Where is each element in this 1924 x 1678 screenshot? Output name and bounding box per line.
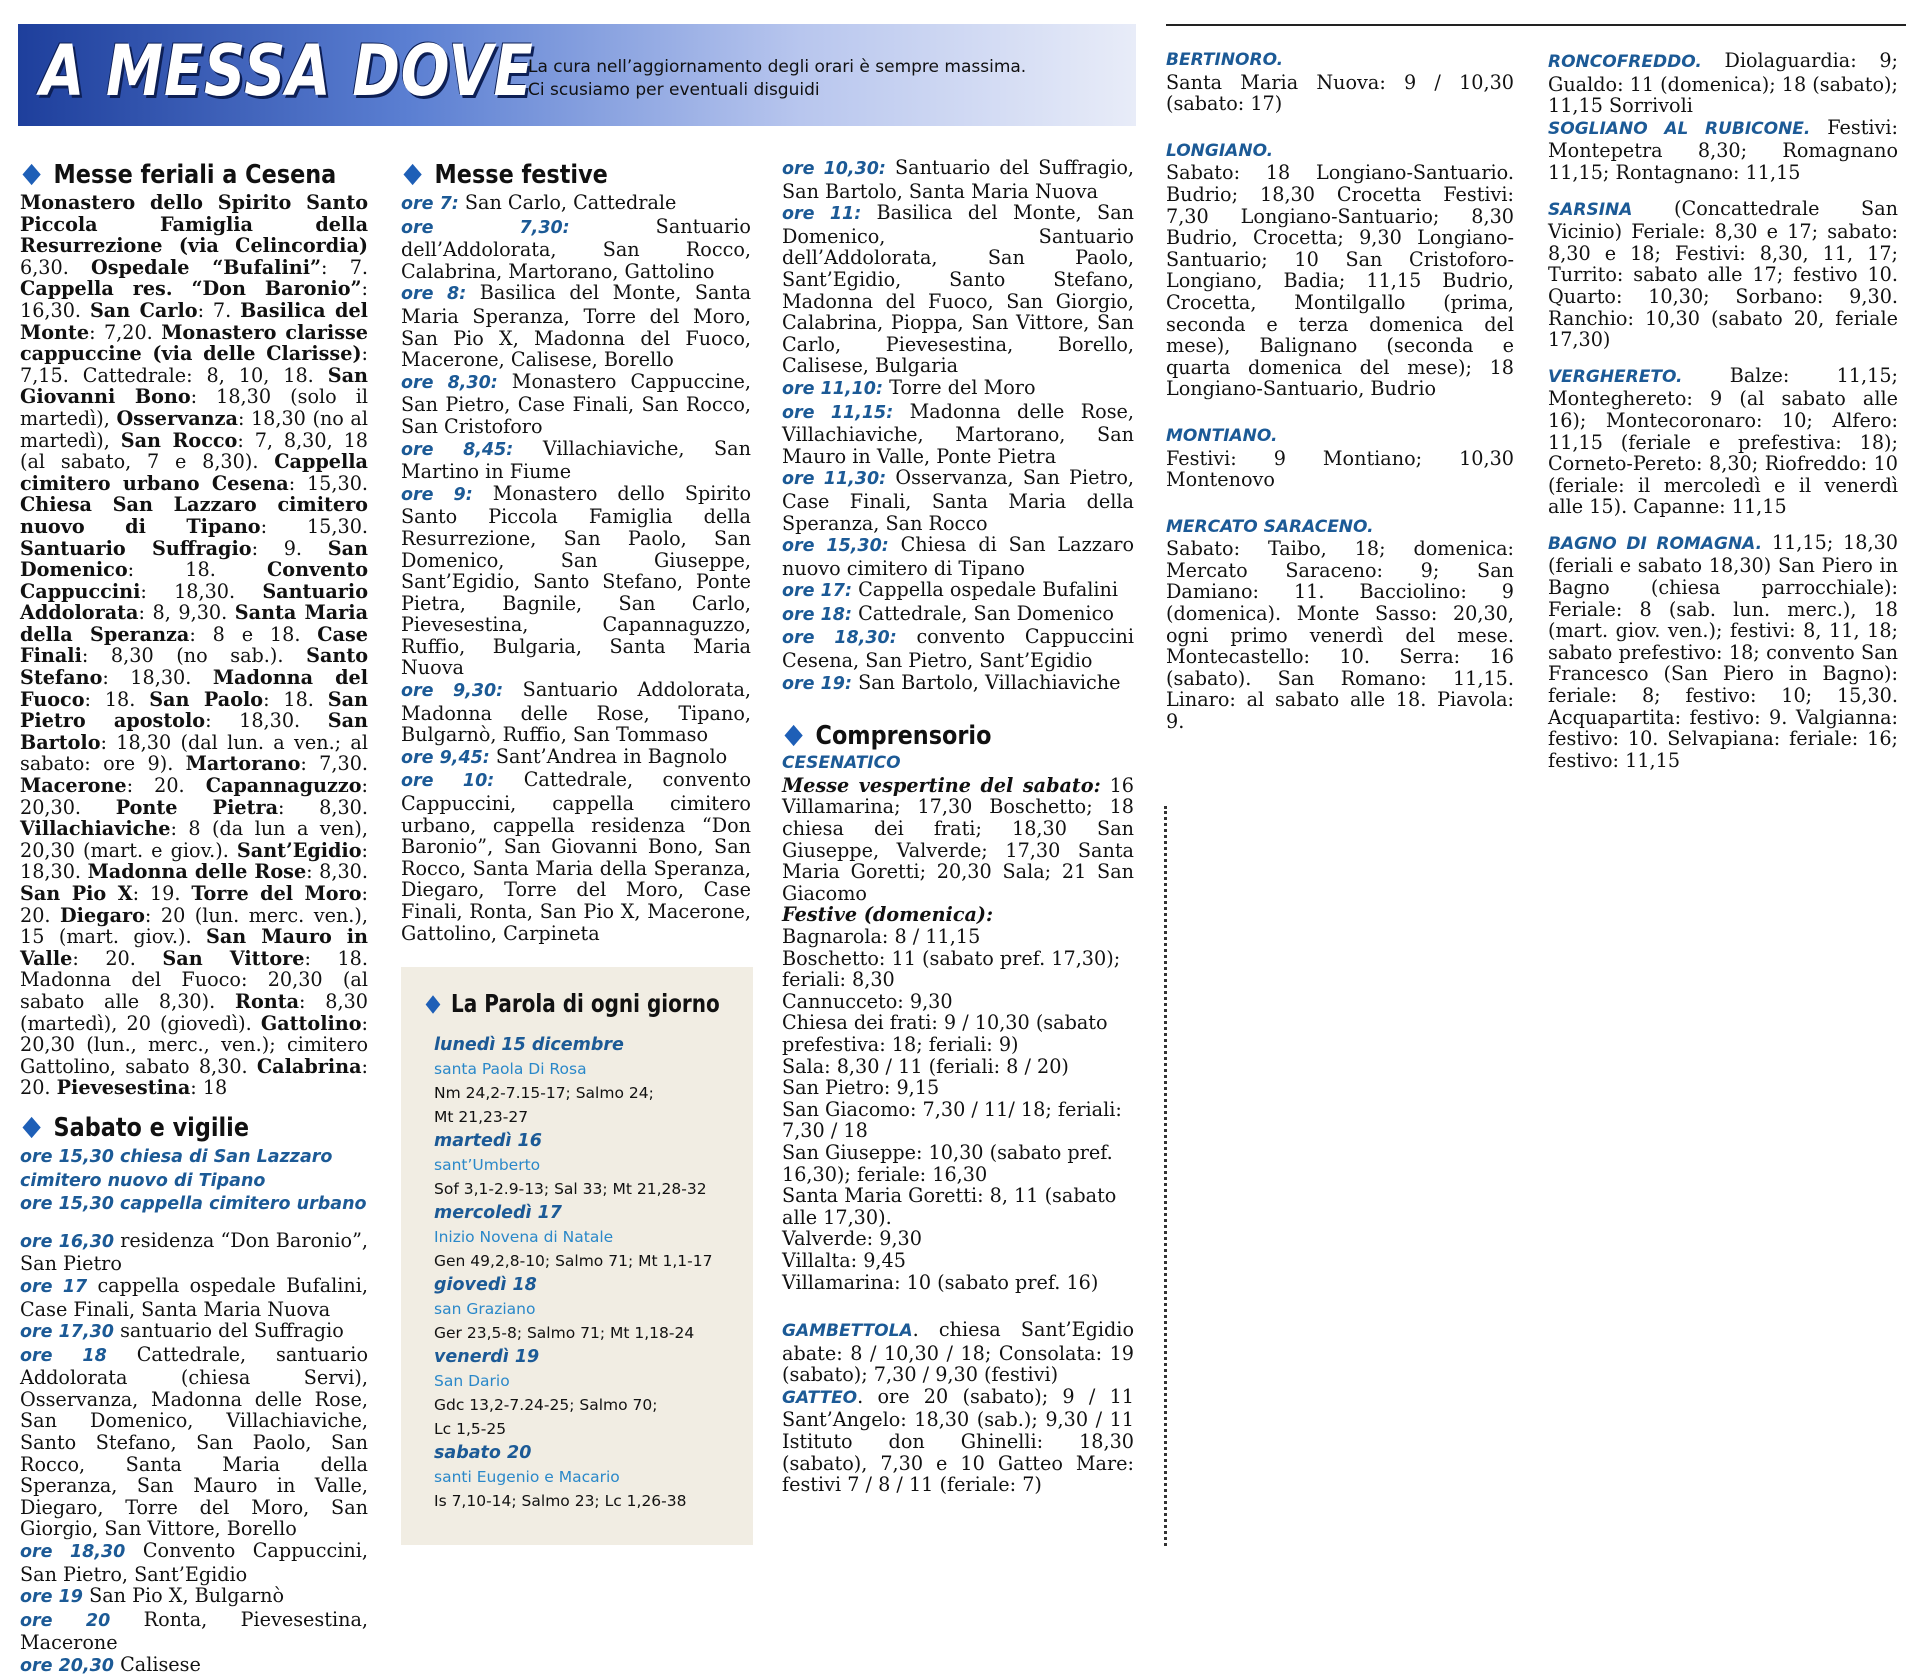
- page-title: A MESSA DOVE: [40, 30, 534, 112]
- schedule-text: : 20,30.: [20, 774, 368, 819]
- cesenatico-lines: [782, 926, 1134, 1293]
- place-name: Villachiaviche: [20, 817, 171, 841]
- town-name: RONCOFREDDO.: [1548, 52, 1702, 72]
- schedule-text: : 19.: [132, 882, 192, 905]
- town-name: GATTEO: [782, 1387, 858, 1408]
- place-name: Case Finali: [20, 622, 368, 668]
- reading-saint: san Graziano: [434, 1300, 536, 1318]
- spacer: [782, 1293, 1134, 1319]
- schedule-text: : 18. Madonna del Fuoco: 20,30 (al sabato alle 8,30).: [20, 946, 368, 1013]
- reading-saint: sant’Umberto: [434, 1156, 541, 1174]
- mass-entry: [401, 192, 751, 216]
- schedule-text: : 18,30 (dal lun. a ven.; al sabato: ore 9).: [20, 730, 368, 776]
- reading-refs: Sof 3,1-2.9-13; Sal 33; Mt 21,28-32: [434, 1180, 707, 1198]
- time-label: ore 16,30: [20, 1231, 115, 1252]
- church-list: San Pio X, Bulgarnò: [82, 1584, 285, 1608]
- column-feriali: [20, 160, 368, 1678]
- column-festive-cont: [782, 157, 1134, 1496]
- subtitle-line: La cura nell’aggiornamento degli orari è sempre massima.: [528, 57, 1027, 77]
- mass-entry: [20, 1275, 368, 1320]
- header-subtitle: [528, 56, 1026, 102]
- time-label: ore 15,30 cappella cimitero urbano: [20, 1194, 367, 1215]
- gatteo-entry: [782, 1386, 1134, 1496]
- parola-box: [401, 967, 753, 1545]
- place-name: Diegaro: [60, 903, 145, 927]
- church-list: Ronta, Pievesestina, Macerone: [20, 1607, 368, 1655]
- town-name: SOGLIANO AL RUBICONE.: [1548, 118, 1811, 139]
- place-name: Chiesa San Lazzaro cimitero nuovo di Tipano: [20, 493, 368, 538]
- reading-saint: Inizio Novena di Natale: [434, 1228, 614, 1246]
- reading-day: sabato 20: [434, 1443, 532, 1463]
- place-name: Gattolino: [260, 1011, 362, 1035]
- schedule-text: : 20 (lun. merc. ven.), 15 (mart. giov.).: [20, 903, 368, 949]
- mass-entry: [782, 377, 1134, 401]
- top-rule: [1166, 24, 1906, 26]
- place-name: San Vittore: [162, 946, 305, 970]
- reading-refs: Gdc 13,2-7.24-25; Salmo 70;: [434, 1396, 658, 1414]
- town-entry: [1548, 365, 1898, 518]
- mass-entry: [401, 438, 751, 483]
- church-list: Cattedrale, convento Cappuccini, cappella cimitero urbano, cappella residenza “Don Baronio”, San Giovanni Bono, San Rocco, Santa Maria della Speranza, Diegaro, Torre del Moro, Case Finali, Ronta, San Pio X, Macerone, Gattolino, Carpineta: [401, 768, 751, 945]
- text: 16 Villamarina; 17,30 Boschetto; 18 chiesa dei frati; 18,30 San Giuseppe, Valverde; 17,30 Santa Maria Goretti; 20,30 Sala; 21 San Giacomo: [782, 773, 1134, 905]
- schedule-text: : 20.: [20, 882, 368, 927]
- heading-text: Messe feriali a Cesena: [53, 160, 337, 190]
- schedule-text: : 8,30 (no sab.).: [81, 644, 307, 668]
- town-schedule: Festivi: 9 Montiano; 10,30 Montenovo: [1166, 446, 1514, 492]
- place-name: Ronta: [235, 989, 300, 1013]
- schedule-text: : 20.: [126, 774, 206, 798]
- church-list: Calisese: [113, 1653, 201, 1676]
- mass-entry: [20, 1654, 368, 1678]
- church-list: santuario del Suffragio: [113, 1319, 344, 1343]
- town-name: BERTINORO.: [1166, 50, 1284, 70]
- town-entry: [1548, 117, 1898, 184]
- parish-line: Sala: 8,30 / 11 (feriali: 8 / 20): [782, 1054, 1069, 1078]
- mass-entry: [782, 579, 1134, 603]
- time-label: ore 17,30: [20, 1322, 114, 1343]
- place-name: Santuario Suffragio: [20, 536, 252, 560]
- place-name: San Mauro in Valle: [20, 925, 369, 970]
- parola-title-text: La Parola di ogni giorno: [451, 989, 720, 1018]
- heading-text: Messe festive: [434, 160, 608, 190]
- time-label: ore 20: [20, 1610, 111, 1631]
- church-list: Osservanza, San Pietro, Case Finali, Santa Maria della Speranza, San Rocco: [782, 466, 1134, 535]
- church-list: Basilica del Monte, Santa Maria Speranza, Torre del Moro, San Pio X, Madonna del Fuoco, Macerone, Calisese, Borello: [401, 281, 752, 372]
- reading-day: martedì 16: [434, 1131, 542, 1151]
- reading-saint: santi Eugenio e Macario: [434, 1468, 620, 1486]
- place-name: San Pio X: [20, 882, 133, 905]
- place-name: Monastero clarisse cappuccine (via delle Clarisse): [20, 320, 369, 366]
- sabato-top-item: [20, 1145, 368, 1192]
- town-entry: [1548, 532, 1898, 772]
- column-towns-b: [1548, 50, 1898, 771]
- place-name: San Rocco: [120, 428, 238, 452]
- town-name: MONTIANO.: [1166, 425, 1278, 446]
- time-label: ore 7,30:: [401, 217, 570, 238]
- town-entry: [1548, 198, 1898, 351]
- reading-saint: San Dario: [434, 1372, 510, 1390]
- parish-line: San Pietro: 9,15: [782, 1076, 940, 1100]
- town-schedule: Diolaguardia: 9; Gualdo: 11 (domenica); 18 (sabato); 11,15 Sorrivoli: [1548, 49, 1898, 118]
- text: . chiesa Sant’Egidio abate: 8 / 10,30 / 18; Consolata: 19 (sabato); 7,30 / 9,30 (festivi): [782, 1318, 1134, 1387]
- mass-entry: [782, 626, 1134, 671]
- reading-day: mercoledì 17: [434, 1203, 562, 1223]
- schedule-text: 6,30.: [20, 255, 92, 279]
- mass-entry: [782, 202, 1134, 377]
- parish-line: Santa Maria Goretti: 8, 11 (sabato alle 17,30).: [782, 1184, 1117, 1229]
- label: Messe vespertine del sabato:: [782, 773, 1101, 797]
- place-name: Pievesestina: [56, 1076, 191, 1100]
- cesenatico-festive-label: Festive (domenica):: [782, 903, 994, 927]
- time-label: ore 19:: [782, 673, 852, 694]
- church-list: Monastero dello Spirito Santo Piccola Famiglia della Resurrezione, San Paolo, San Domenico, San Giuseppe, Sant’Egidio, Santo Stefano, Ponte Pietra, Bagnile, San Carlo, Pievesestina, Capannaguzzo, Ruffio, Bulgaria, Santa Maria Nuova: [401, 481, 751, 680]
- parish-line: San Giacomo: 7,30 / 11/ 18; feriali: 7,30 / 18: [782, 1097, 1122, 1143]
- church-list: Cattedrale, San Domenico: [851, 601, 1114, 625]
- mass-entry: [782, 467, 1134, 534]
- place-name: Osservanza: [116, 406, 238, 430]
- text: . ore 20 (sabato); 9 / 11 Sant’Angelo: 18,30 (sab.); 9,30 / 11 Istituto don Ghinelli: 18,30 (sabato), 7,30 e 10 Gatteo Mare: festivi 7 / 8 / 11 (feriale: 7): [782, 1384, 1134, 1497]
- place-name: Cappella res. “Don Baronio”: [20, 277, 362, 301]
- spacer: [1166, 115, 1514, 141]
- time-label: ore 18: [20, 1345, 107, 1366]
- spacer: [1548, 351, 1898, 365]
- church-list: Santuario del Suffragio, San Bartolo, Santa Maria Nuova: [782, 156, 1135, 203]
- time-label: ore 20,30: [20, 1656, 114, 1676]
- schedule-text: : 18,30.: [205, 709, 328, 733]
- reading-refs: Ger 23,5-8; Salmo 71; Mt 1,18-24: [434, 1324, 695, 1342]
- schedule-text: : 8,30.: [278, 795, 368, 819]
- reading-refs: Is 7,10-14; Salmo 23; Lc 1,26-38: [434, 1492, 687, 1510]
- diamond-icon: [403, 164, 421, 185]
- place-name: Santuario Addolorata: [20, 579, 368, 625]
- sabato-top-item: [20, 1192, 368, 1216]
- place-name: Sant’Egidio: [236, 838, 362, 862]
- church-list: Santuario Addolorata, Madonna delle Rose, Tipano, Bulgarnò, Ruffio, San Tommaso: [401, 678, 751, 747]
- mass-entry: [401, 746, 751, 770]
- spacer: [20, 1099, 368, 1113]
- column-festive: [401, 160, 751, 944]
- mass-entry: [20, 1320, 368, 1344]
- schedule-text: : 18: [190, 1076, 228, 1100]
- reading-refs: Nm 24,2-7.15-17; Salmo 24;: [434, 1084, 654, 1102]
- section-heading: [20, 160, 337, 190]
- place-name: Capannaguzzo: [205, 774, 362, 798]
- church-list: cappella ospedale Bufalini, Case Finali, Santa Maria Nuova: [20, 1273, 369, 1321]
- town-schedule: Sabato: Taibo, 18; domenica: Mercato Saraceno: 9; San Damiano: 11. Bacciolino: 9 (domenica). Monte Sasso: 20,30, ogni primo venerdì del mese. Montecastello: 10. Serra: 16 (sabato). San Romano: 11,15. Linaro: al sabato alle 18. Piavola: 9.: [1166, 537, 1514, 734]
- parish-line: Bagnarola: 8 / 11,15: [782, 925, 981, 948]
- time-label: ore 10,30:: [782, 159, 886, 179]
- town-entry: [1548, 50, 1898, 117]
- mass-entry: [401, 679, 751, 746]
- place-name: Ospedale “Bufalini”: [91, 255, 322, 279]
- time-label: ore 18,30:: [782, 628, 897, 649]
- diamond-icon: [22, 164, 40, 185]
- place-name: Torre del Moro: [191, 882, 362, 905]
- reading-saint: santa Paola Di Rosa: [434, 1060, 587, 1078]
- heading-text: Comprensorio: [815, 721, 992, 752]
- town-schedule: Sabato: 18 Longiano-Santuario. Budrio; 18,30 Crocetta Festivi: 7,30 Longiano-Santuario; 8,30 Budrio, Crocetta; 9,30 Longiano-Santuario; 10 San Cristoforo-Longiano, Badia; 11,15 Budrio, Crocetta, Montilgallo (prima, seconda e terza domenica del mese), Balignano (seconda e quarta domenica del mese); 18 Longiano-Santuario, Budrio: [1166, 161, 1514, 401]
- place-name: San Giovanni Bono: [20, 363, 368, 409]
- town-schedule: Balze: 11,15; Monteghereto: 9 (al sabato alle 16); Montecoronaro: 10; Alfero: 11,15 (feriale e prefestiva: 18); Corneto-Pereto: 8,30; Riofreddo: 10 (feriale: il mercoledì e il venerdì alle 15). Capanne: 11,15: [1548, 363, 1898, 519]
- feriali-body: [20, 192, 368, 1099]
- time-label: ore 9,45:: [401, 747, 490, 768]
- schedule-text: : 18,30.: [102, 666, 213, 690]
- church-list: Villachiaviche, San Martino in Fiume: [401, 436, 751, 484]
- place-name: Madonna del Fuoco: [20, 666, 368, 711]
- schedule-text: : 15,30.: [288, 471, 368, 495]
- heading-text: Sabato e vigilie: [53, 1112, 250, 1143]
- place-name: San Paolo: [149, 687, 264, 711]
- time-label: ore 8,45:: [401, 439, 514, 460]
- parish-line: Cannucceto: 9,30: [782, 989, 953, 1013]
- time-label: ore 17:: [782, 581, 852, 602]
- gambettola-entry: [782, 1319, 1134, 1386]
- time-label: ore 8:: [401, 284, 467, 305]
- time-label: ore 9,30:: [401, 681, 504, 702]
- mass-entry: [782, 157, 1134, 202]
- mass-entry: [20, 1585, 368, 1609]
- schedule-text: : 7.: [197, 298, 241, 322]
- town-schedule: Santa Maria Nuova: 9 / 10,30 (sabato: 17): [1166, 70, 1514, 116]
- parish-line: Villamarina: 10 (sabato pref. 16): [782, 1270, 1099, 1294]
- reading-day: venerdì 19: [434, 1347, 540, 1367]
- sabato-top: [20, 1145, 368, 1216]
- schedule-text: : 7,20.: [89, 320, 162, 344]
- schedule-text: : 7, 8,30, 18 (al sabato, 7 e 8,30).: [20, 428, 368, 474]
- schedule-text: : 20,30 (lun., merc., ven.); cimitero Gattolino, sabato 8,30.: [20, 1011, 368, 1078]
- parish-line: Villalta: 9,45: [782, 1248, 906, 1272]
- church-list: San Bartolo, Villachiaviche: [851, 670, 1121, 694]
- parola-days: [434, 1033, 744, 1513]
- schedule-text: : 20.: [72, 946, 163, 970]
- mass-entry: [401, 216, 751, 283]
- church-list: Convento Cappuccini, San Pietro, Sant’Egidio: [20, 1539, 368, 1586]
- place-name: San Bartolo: [20, 709, 368, 754]
- schedule-text: : 9.: [251, 536, 328, 560]
- place-name: Ponte Pietra: [115, 795, 279, 819]
- place-name: Calabrina: [256, 1054, 362, 1078]
- place-name: Madonna delle Rose: [87, 860, 307, 884]
- mass-entry: [782, 672, 1134, 696]
- time-label: ore 9:: [401, 484, 473, 505]
- schedule-text: : 8, 9,30.: [138, 601, 235, 625]
- mass-entry: [782, 603, 1134, 627]
- schedule-text: : 18,30.: [20, 838, 368, 884]
- section-heading: [782, 721, 1085, 751]
- mass-entry: [401, 371, 751, 438]
- mass-entry: [401, 282, 751, 370]
- church-list: Sant’Andrea in Bagnolo: [489, 744, 728, 768]
- spacer: [1548, 184, 1898, 198]
- mass-entry: [401, 483, 751, 679]
- spacer: [782, 695, 1134, 721]
- time-label: ore 17: [20, 1276, 88, 1297]
- schedule-text: : 7,30.: [300, 752, 369, 776]
- place-name: Macerone: [20, 774, 127, 798]
- church-list: Basilica del Monte, San Domenico, Santuario dell’Addolorata, San Paolo, Sant’Egidio, Santo Stefano, Madonna del Fuoco, San Giorgio, Calabrina, Pioppa, San Vittore, San Carlo, Pievesestina, Borello, Calisese, Bulgaria: [782, 201, 1134, 378]
- schedule-text: : 18.: [263, 687, 328, 711]
- schedule-text: : 15,30.: [260, 514, 368, 538]
- schedule-text: : 8,30 (martedì), 20 (giovedì).: [20, 989, 368, 1035]
- schedule-text: : 8,30.: [306, 860, 368, 884]
- schedule-text: : 18,30 (no al martedì),: [20, 406, 368, 452]
- mass-entry: [20, 1344, 368, 1540]
- place-name: Cappella cimitero urbano Cesena: [20, 450, 368, 495]
- time-label: ore 7:: [401, 194, 459, 214]
- column-towns-a: [1166, 50, 1514, 733]
- town-name: LONGIANO.: [1166, 140, 1274, 161]
- section-heading: [401, 160, 702, 190]
- diamond-icon: [426, 995, 441, 1013]
- church-list: Santuario dell’Addolorata, San Rocco, Calabrina, Martorano, Gattolino: [401, 214, 751, 283]
- reading-refs: Gen 49,2,8-10; Salmo 71; Mt 1,1-17: [434, 1252, 713, 1270]
- spacer: [1166, 491, 1514, 517]
- reading-day: giovedì 18: [434, 1275, 537, 1295]
- schedule-text: : 18,30.: [140, 579, 263, 603]
- time-label: ore 19: [20, 1587, 83, 1608]
- reading-refs: Mt 21,23-27: [434, 1108, 529, 1126]
- church-list: convento Cappuccini Cesena, San Pietro, Sant’Egidio: [782, 625, 1134, 673]
- place-name: San Carlo: [89, 298, 198, 322]
- church-list: Torre del Moro: [882, 375, 1036, 399]
- dotted-divider: [1164, 806, 1167, 1546]
- parish-line: San Giuseppe: 10,30 (sabato pref. 16,30); feriale: 16,30: [782, 1140, 1113, 1186]
- mass-entry: [401, 769, 751, 944]
- cesenatico-vespertine: [782, 775, 1134, 905]
- mass-entry: [782, 534, 1134, 579]
- time-label: ore 18:: [782, 604, 852, 625]
- schedule-text: : 7,15. Cattedrale: 8, 10, 18.: [20, 342, 368, 387]
- schedule-text: : 18.: [127, 558, 267, 582]
- town-name: SARSINA: [1548, 199, 1633, 220]
- time-label: ore 10:: [401, 771, 495, 792]
- place-name: San Pietro apostolo: [20, 687, 368, 733]
- time-label: ore 15,30:: [782, 536, 889, 557]
- place-name: Santo Stefano: [20, 644, 368, 690]
- schedule-text: : 8 e 18.: [189, 622, 318, 646]
- schedule-text: : 20.: [20, 1054, 368, 1100]
- town-name: MERCATO SARACENO.: [1166, 516, 1374, 537]
- town-name: BAGNO DI ROMAGNA.: [1548, 533, 1763, 554]
- church-list: Monastero Cappuccine, San Pietro, Case Finali, San Rocco, San Cristoforo: [401, 369, 751, 438]
- time-label: ore 18,30: [20, 1542, 126, 1563]
- subtitle-line: Ci scusiamo per eventuali disguidi: [528, 80, 820, 100]
- parish-line: Valverde: 9,30: [782, 1227, 922, 1251]
- header-banner: [18, 24, 1136, 126]
- time-label: ore 11,10:: [782, 378, 883, 399]
- time-label: ore 11,30:: [782, 469, 887, 490]
- town-schedule: 11,15; 18,30 (feriali e sabato 18,30) San Piero in Bagno (chiesa parrocchiale): Feriale: 8 (sab. lun. merc.), 18 (mart. giov. ven.); festivi: 8, 11, 18; sabato prefestivo: 18; convento San Francesco (San Piero in Bagno): feriale: 8; festivo: 10; 15,30. Acquapartita: festivo: 9. Valgianna: festivo: 10. Selvapiana: feriale: 16; festivo: 11,15: [1548, 530, 1898, 772]
- festive-list-continued: [782, 157, 1134, 695]
- reading-refs: Lc 1,5-25: [434, 1420, 507, 1438]
- festive-list: [401, 192, 751, 944]
- town-name: VERGHERETO.: [1548, 366, 1683, 387]
- schedule-text: : 16,30.: [20, 277, 368, 322]
- parish-line: Boschetto: 11 (sabato pref. 17,30); feriali: 8,30: [782, 946, 1121, 992]
- place-name: San Domenico: [20, 536, 368, 582]
- section-heading: [20, 1113, 319, 1143]
- town-schedule: (Concattedrale San Vicinio) Feriale: 8,30 e 17; sabato: 8,30 e 18; Festivi: 8,30, 11, 17; Turrito: sabato alle 17; festivo 10. Quarto: 10,30; Sorbano: 9,30. Ranchio: 10,30 (sabato 20, feriale 17,30): [1548, 196, 1898, 352]
- place-name: Basilica del Monte: [20, 298, 368, 344]
- diamond-icon: [784, 725, 802, 746]
- church-list: residenza “Don Baronio”, San Pietro: [20, 1228, 368, 1276]
- time-label: ore 11,15:: [782, 402, 894, 423]
- mass-entry: [20, 1230, 368, 1275]
- time-label: ore 8,30:: [401, 372, 498, 393]
- church-list: Cattedrale, santuario Addolorata (chiesa Servi), Osservanza, Madonna delle Rose, San Domenico, Villachiaviche, Santo Stefano, San Paolo, San Rocco, Santa Maria della Speranza, San Mauro in Valle, Diegaro, Torre del Moro, San Giorgio, San Vittore, Borello: [20, 1342, 368, 1541]
- time-label: ore 11:: [782, 204, 862, 225]
- town-schedule: Festivi: Montepetra 8,30; Romagnano 11,15; Rontagnano: 11,15: [1548, 115, 1898, 184]
- mass-entry: [20, 1540, 368, 1585]
- schedule-text: : 18.: [84, 687, 150, 711]
- parish-line: Chiesa dei frati: 9 / 10,30 (sabato prefestiva: 18; feriali: 9): [782, 1011, 1108, 1056]
- time-label: ore 15,30 chiesa di San Lazzaro cimitero nuovo di Tipano: [20, 1146, 333, 1191]
- diamond-icon: [22, 1117, 40, 1138]
- schedule-text: : 7.: [321, 255, 368, 279]
- mass-entry: [782, 401, 1134, 468]
- parola-title: [423, 989, 720, 1018]
- sabato-list: [20, 1230, 368, 1678]
- schedule-text: : 18,30 (solo il martedì),: [20, 385, 368, 430]
- place-name: Martorano: [185, 752, 301, 776]
- place-name: Convento Cappuccini: [20, 558, 368, 603]
- church-list: Chiesa di San Lazzaro nuovo cimitero di Tipano: [782, 533, 1134, 580]
- place-name: Monastero dello Spirito Santo Piccola Famiglia della Resurrezione (via Celincordia): [20, 191, 368, 258]
- spacer: [20, 1216, 368, 1230]
- church-list: Madonna delle Rose, Villachiaviche, Martorano, San Mauro in Valle, Ponte Pietra: [782, 399, 1134, 468]
- spacer: [1166, 400, 1514, 426]
- mass-entry: [20, 1609, 368, 1654]
- church-list: Cappella ospedale Bufalini: [851, 578, 1119, 602]
- schedule-text: : 8 (da lun a ven), 20,30 (mart. e giov.).: [20, 817, 368, 862]
- reading-day: lunedì 15 dicembre: [434, 1035, 624, 1055]
- spacer: [1548, 518, 1898, 532]
- town-name: GAMBETTOLA: [782, 1321, 913, 1342]
- town-name: CESENATICO: [782, 753, 901, 774]
- church-list: San Carlo, Cattedrale: [458, 191, 677, 214]
- place-name: Santa Maria della Speranza: [20, 601, 368, 646]
